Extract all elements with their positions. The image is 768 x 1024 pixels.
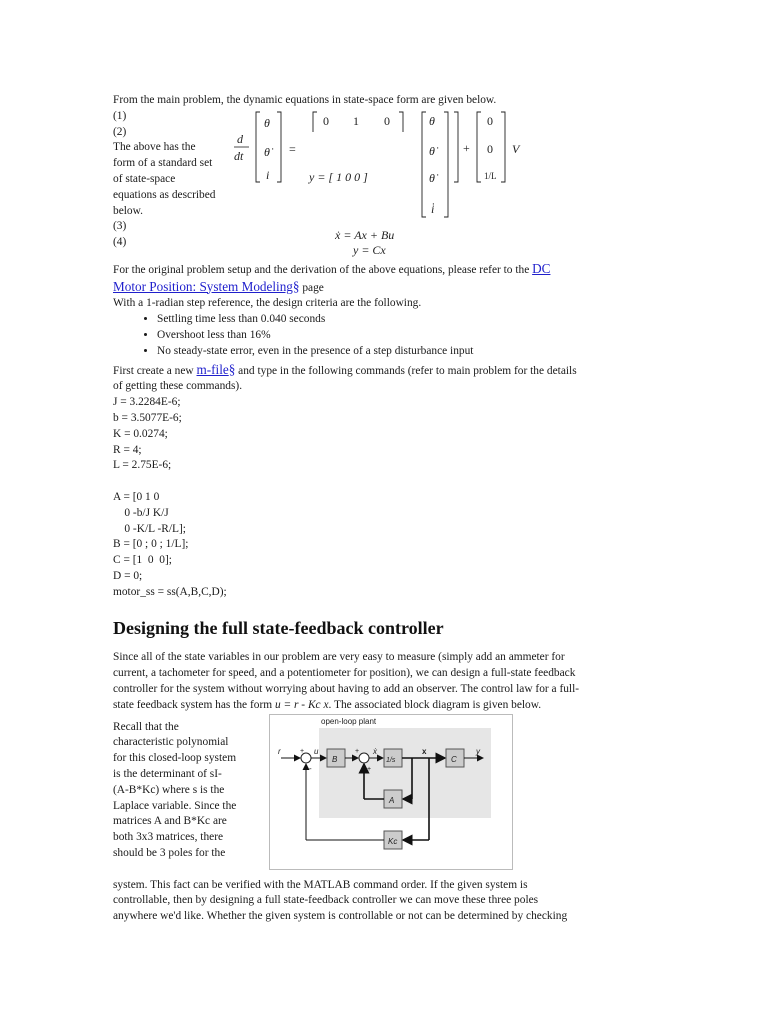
eq-theta-2: θ [429, 113, 435, 128]
para1-last-before: state feedback system has the form [113, 698, 275, 711]
label-r: r [278, 746, 281, 756]
eq-plus: + [463, 140, 470, 155]
eq-ycx: y = Cx [353, 242, 386, 257]
eq-a13: 0 [384, 113, 390, 128]
block-kc-label: Kc [388, 836, 398, 846]
reference-line [113, 261, 653, 279]
dc-motor-link-part1[interactable]: DC [532, 260, 551, 276]
dc-motor-link-part2[interactable]: Motor Position: System Modeling [113, 278, 293, 294]
sum2-plus-1: + [355, 747, 360, 755]
state-space-equations [113, 109, 653, 261]
recall-line-4: is the determinant of sI- [113, 767, 222, 780]
label-x: x [422, 746, 427, 756]
code-line-8: 0 -b/J K/J [113, 506, 169, 519]
block-b-label: B [332, 754, 338, 764]
equation-image [231, 97, 531, 257]
block-diagram [269, 714, 513, 870]
section-heading: Designing the full state-feedback controller [113, 617, 444, 638]
open-loop-plant-area [319, 728, 491, 818]
criteria-list [113, 312, 653, 359]
paragraph-2 [113, 878, 653, 925]
mfile-text-after: and type in the following commands (refer to main problem for the details [235, 364, 577, 377]
paragraph-1 [113, 650, 653, 713]
code-line-5: L = 2.75E-6; [113, 459, 172, 472]
para1-last-after: . The associated block diagram is given below. [328, 698, 542, 711]
reference-text-after: page [299, 281, 324, 294]
para1-line-4 [113, 698, 653, 714]
sum2-plus-2: + [367, 765, 372, 773]
section-mark-1[interactable]: § [292, 278, 300, 294]
para1-line-3: controller for the system without worrying about having to add an observer. The control law for a full- [113, 682, 580, 695]
sum1-minus: - [309, 763, 312, 773]
eq-b3: 1/L [484, 170, 497, 181]
eq-number-2: (2) [113, 125, 127, 138]
para2-line-1: system. This fact can be verified with the MATLAB command order. If the given system is [113, 878, 528, 891]
eq-number-3: (3) [113, 220, 127, 233]
recall-line-1: Recall that the [113, 720, 179, 733]
criteria-item-1: • Settling time less than 0.040 seconds [157, 312, 653, 328]
form-text-4: equations as described [113, 188, 216, 201]
sum-junction-2 [359, 753, 369, 763]
reference-line-2 [113, 279, 653, 297]
mfile-link[interactable]: m-file [196, 361, 229, 377]
criteria-item-3: • No steady-state error, even in the presence of a step disturbance input [157, 344, 653, 360]
label-u: u [314, 746, 319, 756]
criteria-intro: With a 1-radian step reference, the design criteria are the following. [113, 297, 422, 310]
recall-line-6: Laplace variable. Since the [113, 799, 237, 812]
eq-i-1: i [266, 167, 270, 182]
form-text-5: below. [113, 204, 143, 217]
eq-equals: = [289, 141, 296, 156]
eq-theta-dot-2: θ̇ [429, 143, 435, 158]
code-line-10: B = [0 ; 0 ; 1/L]; [113, 538, 189, 551]
form-text-2: form of a standard set [113, 157, 213, 170]
eq-y-output: y = [ 1 0 0 ] [309, 169, 368, 184]
recall-line-5: (A-B*Kc) where s is the [113, 783, 225, 796]
block-a-label: A [389, 795, 395, 805]
block-c-label: C [451, 754, 457, 764]
code-line-11: C = [1 0 0]; [113, 554, 172, 567]
code-line-12: D = 0; [113, 569, 143, 582]
mfile-text-before: First create a new [113, 364, 197, 377]
code-line-13: motor_ss = ss(A,B,C,D); [113, 585, 227, 598]
para2-line-3: anywhere we'd like. Whether the given system is controllable or not can be determined by checking [113, 910, 568, 923]
eq-v: V [512, 141, 520, 156]
para1-line-2: current, a tachometer for speed, and a potentiometer for position), we can design a full-state feedback [113, 667, 576, 680]
eq-a11: 0 [323, 113, 329, 128]
intro-text: From the main problem, the dynamic equations in state-space form are given below. [113, 94, 497, 106]
document-page [113, 93, 653, 925]
code-line-3: K = 0.0274; [113, 427, 168, 440]
eq-theta-1: θ [264, 115, 270, 130]
plant-label: open-loop plant [321, 716, 377, 726]
recall-line-7: matrices A and B*Kc are [113, 815, 227, 828]
eq-theta-dot-3: θ̇ [429, 170, 435, 185]
criteria-item-2: • Overshoot less than 16% [157, 328, 653, 344]
code-line-2: b = 3.5077E-6; [113, 411, 182, 424]
para2-line-2: controllable, then by designing a full state-feedback controller we can move these three poles [113, 894, 539, 907]
eq-i-dot: i̇ [431, 201, 435, 216]
eq-xdot: ẋ = Ax + Bu [335, 227, 395, 242]
eq-b1: 0 [487, 113, 493, 128]
code-line-7: A = [0 1 0 [113, 490, 160, 503]
control-law: u = r - Kc x [274, 698, 329, 711]
recall-section [113, 716, 653, 880]
reference-text-before: For the original problem setup and the derivation of the above equations, please refer to the [113, 263, 533, 276]
label-y: y [476, 746, 480, 756]
sum1-plus: + [300, 747, 305, 755]
eq-d: d [237, 131, 243, 146]
code-line-4: R = 4; [113, 443, 142, 456]
form-text-1: The above has the [113, 141, 196, 154]
code-line-1: J = 3.2284E-6; [113, 396, 181, 409]
mfile-line [113, 362, 653, 380]
matlab-code [113, 395, 653, 600]
label-xdot: ẋ [373, 746, 377, 756]
code-line-6 [113, 474, 653, 490]
equation-left-column [113, 109, 235, 251]
recall-line-2: characteristic polynomial [113, 736, 229, 749]
recall-line-9: should be 3 poles for the [113, 846, 226, 859]
form-text-3: of state-space [113, 172, 176, 185]
eq-a12: 1 [353, 113, 359, 128]
eq-b2: 0 [487, 141, 493, 156]
section-mark-2[interactable]: § [228, 361, 236, 377]
eq-number-1: (1) [113, 109, 127, 122]
block-integrator-label: 1/s [386, 756, 396, 764]
recall-text [113, 720, 259, 862]
mfile-line-2: of getting these commands). [113, 380, 243, 393]
eq-theta-dot-1: θ̇ [264, 144, 270, 159]
recall-line-3: for this closed-loop system [113, 752, 237, 765]
eq-number-4: (4) [113, 236, 127, 249]
para1-line-1: Since all of the state variables in our problem are very easy to measure (simply add an ammeter for [113, 651, 565, 664]
recall-line-8: both 3x3 matrices, there [113, 831, 224, 844]
eq-dt: dt [234, 148, 244, 163]
code-line-9: 0 -K/L -R/L]; [113, 522, 186, 535]
